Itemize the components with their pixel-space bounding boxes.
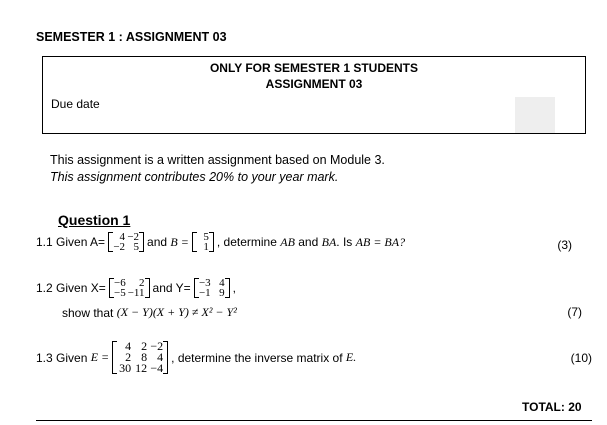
info-box <box>42 56 586 134</box>
q11-b-label: B = <box>170 234 189 249</box>
matrix-cell: 2 <box>125 350 132 364</box>
due-date-label: Due date <box>51 97 100 111</box>
q13-prefix: 1.3 Given <box>36 350 88 365</box>
q11-ba: BA <box>321 234 337 249</box>
matrix-cell: 8 <box>141 350 148 364</box>
matrix-cell: 4 <box>125 339 132 353</box>
matrix-cell: −1 <box>198 287 211 299</box>
q13-e-label: E = <box>90 350 110 364</box>
matrix-a <box>108 232 144 252</box>
matrix-cell: 1 <box>203 241 209 253</box>
q12-mark: (7) <box>567 305 582 319</box>
intro-line2: This assignment contributes 20% to your year mark. <box>50 170 339 184</box>
matrix-e <box>112 341 168 374</box>
matrix-cell: −2 <box>113 241 126 253</box>
box-title-line2: ASSIGNMENT 03 <box>265 77 363 91</box>
matrix-row <box>196 242 210 252</box>
question-1-2 <box>36 278 236 298</box>
matrix-row <box>116 363 164 374</box>
q13-text: , determine the inverse matrix of <box>171 350 343 365</box>
matrix-cell: −6 <box>114 277 126 289</box>
matrix-cell: 5 <box>133 241 140 253</box>
intro-line1: This assignment is a written assignment based on Module 3. <box>50 153 385 167</box>
matrix-cell: 4 <box>219 277 225 289</box>
question-1-2-line2 <box>62 305 237 320</box>
matrix-cell: 5 <box>203 231 209 243</box>
matrix-cell: −2 <box>127 231 140 243</box>
matrix-cell: 2 <box>141 339 148 353</box>
matrix-row <box>198 288 226 298</box>
matrix-cell: −5 <box>114 287 126 299</box>
q11-is: . Is <box>336 235 353 249</box>
question-1-1 <box>36 232 405 252</box>
matrix-cell: 4 <box>119 231 126 243</box>
matrix-b <box>192 232 214 252</box>
q13-e-end: E. <box>345 350 357 364</box>
bottom-rule <box>36 420 592 421</box>
q12-comma: , <box>232 281 237 295</box>
q12-and: and Y= <box>152 281 191 295</box>
matrix-cell: −2 <box>150 339 164 353</box>
q11-eq: AB = BA? <box>355 234 406 249</box>
matrix-cell: 9 <box>219 287 225 299</box>
matrix-y <box>194 278 230 298</box>
matrix-cell: 30 <box>119 361 132 375</box>
matrix-cell: 2 <box>139 277 145 289</box>
assignment-header: SEMESTER 1 : ASSIGNMENT 03 <box>36 30 227 44</box>
matrix-cell: −11 <box>127 287 145 299</box>
q12-identity: (X − Y)(X + Y) ≠ X² − Y² <box>116 305 237 319</box>
q12-prefix: 1.2 Given X= <box>36 281 106 295</box>
q11-and2: and <box>298 235 319 249</box>
q12-show: show that <box>62 305 114 320</box>
matrix-cell: −4 <box>150 361 164 375</box>
matrix-cell: 4 <box>157 350 164 364</box>
q11-mark: (3) <box>557 238 572 252</box>
q13-mark: (10) <box>570 351 592 365</box>
matrix-row <box>112 242 140 252</box>
q11-ab: AB <box>280 234 295 249</box>
matrix-cell: −3 <box>198 277 211 289</box>
question-1-3 <box>36 341 356 374</box>
total-marks: TOTAL: 20 <box>522 400 582 414</box>
q11-and: and <box>147 235 168 249</box>
matrix-cell: 12 <box>135 361 148 375</box>
q11-text: , determine <box>216 235 277 249</box>
due-date-field[interactable] <box>515 97 555 133</box>
matrix-x <box>109 278 150 298</box>
question-title: Question 1 <box>58 212 131 228</box>
matrix-row <box>113 288 146 298</box>
q11-prefix: 1.1 Given A= <box>36 235 106 249</box>
box-title-line1: ONLY FOR SEMESTER 1 STUDENTS <box>209 61 419 75</box>
